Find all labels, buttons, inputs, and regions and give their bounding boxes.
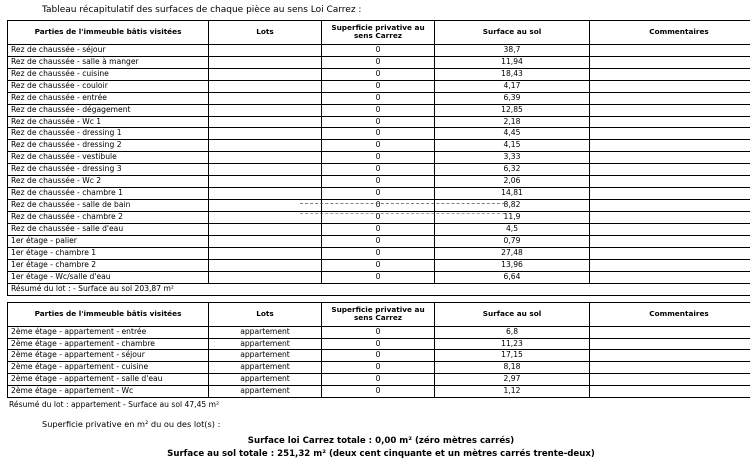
- cell-lots: [209, 188, 322, 200]
- column-header-lots: Lots: [209, 21, 322, 45]
- cell-lots: [209, 152, 322, 164]
- cell-privative: 0: [322, 386, 435, 398]
- cell-comments: [590, 188, 750, 200]
- cell-lots: [209, 140, 322, 152]
- table-header-row: [8, 302, 750, 326]
- column-header-comments: Commentaires: [590, 21, 750, 45]
- cell-lots: [209, 236, 322, 248]
- cell-privative: 0: [322, 200, 435, 212]
- table-row: [8, 176, 750, 188]
- cell-designation: Rez de chaussée - dressing 2: [8, 140, 209, 152]
- cell-lots: [209, 116, 322, 128]
- cell-comments: [590, 362, 750, 374]
- cell-privative: 0: [322, 68, 435, 80]
- table-body-appartement: [8, 326, 750, 398]
- table-resume-row: [8, 283, 750, 295]
- cell-privative: 0: [322, 350, 435, 362]
- surfaces-table-main: [7, 20, 750, 296]
- table-row: [8, 140, 750, 152]
- cell-designation: Rez de chaussée - salle à manger: [8, 56, 209, 68]
- resume-lot-text: Résumé du lot : - Surface au sol 203,87 m²: [8, 283, 750, 295]
- cell-lots: [209, 56, 322, 68]
- cell-privative: 0: [322, 212, 435, 224]
- cell-designation: Rez de chaussée - Wc 1: [8, 116, 209, 128]
- cell-surface-sol: 6,64: [435, 271, 590, 283]
- cell-privative: 0: [322, 374, 435, 386]
- table-row: [8, 326, 750, 338]
- cell-surface-sol: 14,81: [435, 188, 590, 200]
- cell-designation: 1er étage - palier: [8, 236, 209, 248]
- cell-privative: 0: [322, 56, 435, 68]
- cell-comments: [590, 68, 750, 80]
- cell-lots: [209, 44, 322, 56]
- cell-designation: 2ème étage - appartement - salle d'eau: [8, 374, 209, 386]
- cell-lots: [209, 176, 322, 188]
- cell-designation: 1er étage - chambre 1: [8, 247, 209, 259]
- cell-comments: [590, 236, 750, 248]
- cell-designation: 2ème étage - appartement - cuisine: [8, 362, 209, 374]
- page-title: Tableau récapitulatif des surfaces de chaque pièce au sens Loi Carrez :: [0, 0, 750, 20]
- table-row: [8, 116, 750, 128]
- table-body-main: [8, 44, 750, 295]
- cell-lots: appartement: [209, 362, 322, 374]
- cell-comments: [590, 44, 750, 56]
- cell-surface-sol: 4,17: [435, 80, 590, 92]
- cell-lots: [209, 80, 322, 92]
- cell-lots: [209, 224, 322, 236]
- cell-comments: [590, 259, 750, 271]
- column-header-comments: Commentaires: [590, 302, 750, 326]
- cell-comments: [590, 271, 750, 283]
- resume-lot-appartement: Résumé du lot : appartement - Surface au sol 47,45 m²: [0, 398, 750, 409]
- cell-designation: 1er étage - chambre 2: [8, 259, 209, 271]
- cell-designation: 2ème étage - appartement - séjour: [8, 350, 209, 362]
- table-row: [8, 188, 750, 200]
- table-row: [8, 44, 750, 56]
- table-row: [8, 271, 750, 283]
- cell-comments: [590, 140, 750, 152]
- cell-designation: 2ème étage - appartement - entrée: [8, 326, 209, 338]
- cell-comments: [590, 56, 750, 68]
- table-row: [8, 236, 750, 248]
- cell-surface-sol: 2,06: [435, 176, 590, 188]
- cell-privative: 0: [322, 338, 435, 350]
- cell-designation: Rez de chaussée - entrée: [8, 92, 209, 104]
- cell-comments: [590, 152, 750, 164]
- cell-designation: 1er étage - Wc/salle d'eau: [8, 271, 209, 283]
- cell-privative: 0: [322, 116, 435, 128]
- cell-comments: [590, 374, 750, 386]
- cell-privative: 0: [322, 271, 435, 283]
- cell-comments: [590, 176, 750, 188]
- cell-surface-sol: 8,18: [435, 362, 590, 374]
- cell-comments: [590, 164, 750, 176]
- table-row: [8, 92, 750, 104]
- table-header-appartement: [8, 302, 750, 326]
- cell-designation: 2ème étage - appartement - chambre: [8, 338, 209, 350]
- table-row: [8, 338, 750, 350]
- table-header-main: [8, 21, 750, 45]
- cell-lots: [209, 92, 322, 104]
- cell-surface-sol: 13,96: [435, 259, 590, 271]
- cell-surface-sol: 0,79: [435, 236, 590, 248]
- cell-surface-sol: 11,9: [435, 212, 590, 224]
- surfaces-table-appartement: [7, 302, 750, 399]
- table-row: [8, 362, 750, 374]
- cell-designation: Rez de chaussée - Wc 2: [8, 176, 209, 188]
- table-row: [8, 56, 750, 68]
- cell-surface-sol: 8,82: [435, 200, 590, 212]
- cell-lots: [209, 259, 322, 271]
- cell-privative: 0: [322, 224, 435, 236]
- cell-privative: 0: [322, 164, 435, 176]
- footer-lead-text: Superficie privative en m² du ou des lot(s) :: [42, 419, 750, 429]
- cell-surface-sol: 4,5: [435, 224, 590, 236]
- cell-privative: 0: [322, 236, 435, 248]
- cell-privative: 0: [322, 152, 435, 164]
- cell-privative: 0: [322, 259, 435, 271]
- cell-comments: [590, 128, 750, 140]
- cell-designation: Rez de chaussée - vestibule: [8, 152, 209, 164]
- cell-surface-sol: 38,7: [435, 44, 590, 56]
- cell-surface-sol: 1,12: [435, 386, 590, 398]
- table-row: [8, 350, 750, 362]
- cell-comments: [590, 247, 750, 259]
- column-header-surface-sol: Surface au sol: [435, 21, 590, 45]
- cell-comments: [590, 350, 750, 362]
- cell-surface-sol: 4,45: [435, 128, 590, 140]
- cell-comments: [590, 338, 750, 350]
- table-row: [8, 152, 750, 164]
- cell-comments: [590, 386, 750, 398]
- cell-lots: appartement: [209, 326, 322, 338]
- cell-surface-sol: 2,18: [435, 116, 590, 128]
- cell-lots: [209, 271, 322, 283]
- table-row: [8, 224, 750, 236]
- table-row: [8, 374, 750, 386]
- table-row: [8, 68, 750, 80]
- table-header-row: [8, 21, 750, 45]
- column-header-privative: Superficie privative au sens Carrez: [322, 302, 435, 326]
- cell-privative: 0: [322, 92, 435, 104]
- cell-comments: [590, 212, 750, 224]
- scan-artifact-line-2: [300, 213, 505, 215]
- cell-privative: 0: [322, 140, 435, 152]
- cell-surface-sol: 2,97: [435, 374, 590, 386]
- footer-summary: [0, 419, 750, 460]
- cell-privative: 0: [322, 176, 435, 188]
- cell-designation: Rez de chaussée - dressing 3: [8, 164, 209, 176]
- cell-privative: 0: [322, 188, 435, 200]
- cell-surface-sol: 4,15: [435, 140, 590, 152]
- cell-lots: appartement: [209, 386, 322, 398]
- cell-surface-sol: 3,33: [435, 152, 590, 164]
- cell-surface-sol: 11,94: [435, 56, 590, 68]
- cell-lots: [209, 128, 322, 140]
- cell-lots: [209, 164, 322, 176]
- table-row: [8, 128, 750, 140]
- total-surface-sol-text: Surface au sol totale : 251,32 m² (deux cent cinquante et un mètres carrés trente-deux): [42, 448, 750, 460]
- cell-designation: Rez de chaussée - cuisine: [8, 68, 209, 80]
- cell-surface-sol: 27,48: [435, 247, 590, 259]
- cell-privative: 0: [322, 104, 435, 116]
- cell-designation: Rez de chaussée - chambre 1: [8, 188, 209, 200]
- cell-comments: [590, 224, 750, 236]
- table-row: [8, 80, 750, 92]
- cell-lots: [209, 247, 322, 259]
- cell-surface-sol: 11,23: [435, 338, 590, 350]
- cell-lots: [209, 200, 322, 212]
- cell-surface-sol: 12,85: [435, 104, 590, 116]
- cell-designation: Rez de chaussée - chambre 2: [8, 212, 209, 224]
- cell-surface-sol: 6,8: [435, 326, 590, 338]
- cell-comments: [590, 116, 750, 128]
- cell-lots: [209, 68, 322, 80]
- cell-surface-sol: 17,15: [435, 350, 590, 362]
- total-carrez-text: Surface loi Carrez totale : 0,00 m² (zéro mètres carrés): [42, 435, 750, 447]
- cell-surface-sol: 6,32: [435, 164, 590, 176]
- cell-lots: appartement: [209, 350, 322, 362]
- table-row: [8, 200, 750, 212]
- table-row: [8, 247, 750, 259]
- scan-artifact-line: [300, 203, 505, 205]
- cell-designation: Rez de chaussée - dégagement: [8, 104, 209, 116]
- cell-designation: Rez de chaussée - couloir: [8, 80, 209, 92]
- cell-designation: Rez de chaussée - salle d'eau: [8, 224, 209, 236]
- column-header-designation: Parties de l'immeuble bâtis visitées: [8, 21, 209, 45]
- cell-comments: [590, 326, 750, 338]
- cell-privative: 0: [322, 44, 435, 56]
- table-row: [8, 104, 750, 116]
- cell-privative: 0: [322, 362, 435, 374]
- table-row: [8, 386, 750, 398]
- cell-privative: 0: [322, 247, 435, 259]
- cell-privative: 0: [322, 80, 435, 92]
- cell-lots: appartement: [209, 338, 322, 350]
- cell-designation: Rez de chaussée - dressing 1: [8, 128, 209, 140]
- cell-comments: [590, 92, 750, 104]
- cell-comments: [590, 200, 750, 212]
- cell-lots: appartement: [209, 374, 322, 386]
- cell-surface-sol: 6,39: [435, 92, 590, 104]
- cell-designation: 2ème étage - appartement - Wc: [8, 386, 209, 398]
- cell-designation: Rez de chaussée - séjour: [8, 44, 209, 56]
- cell-surface-sol: 18,43: [435, 68, 590, 80]
- cell-designation: Rez de chaussée - salle de bain: [8, 200, 209, 212]
- column-header-designation: Parties de l'immeuble bâtis visitées: [8, 302, 209, 326]
- cell-comments: [590, 104, 750, 116]
- column-header-lots: Lots: [209, 302, 322, 326]
- cell-privative: 0: [322, 128, 435, 140]
- cell-privative: 0: [322, 326, 435, 338]
- table-row: [8, 164, 750, 176]
- column-header-privative: Superficie privative au sens Carrez: [322, 21, 435, 45]
- table-row: [8, 259, 750, 271]
- cell-lots: [209, 104, 322, 116]
- cell-comments: [590, 80, 750, 92]
- column-header-surface-sol: Surface au sol: [435, 302, 590, 326]
